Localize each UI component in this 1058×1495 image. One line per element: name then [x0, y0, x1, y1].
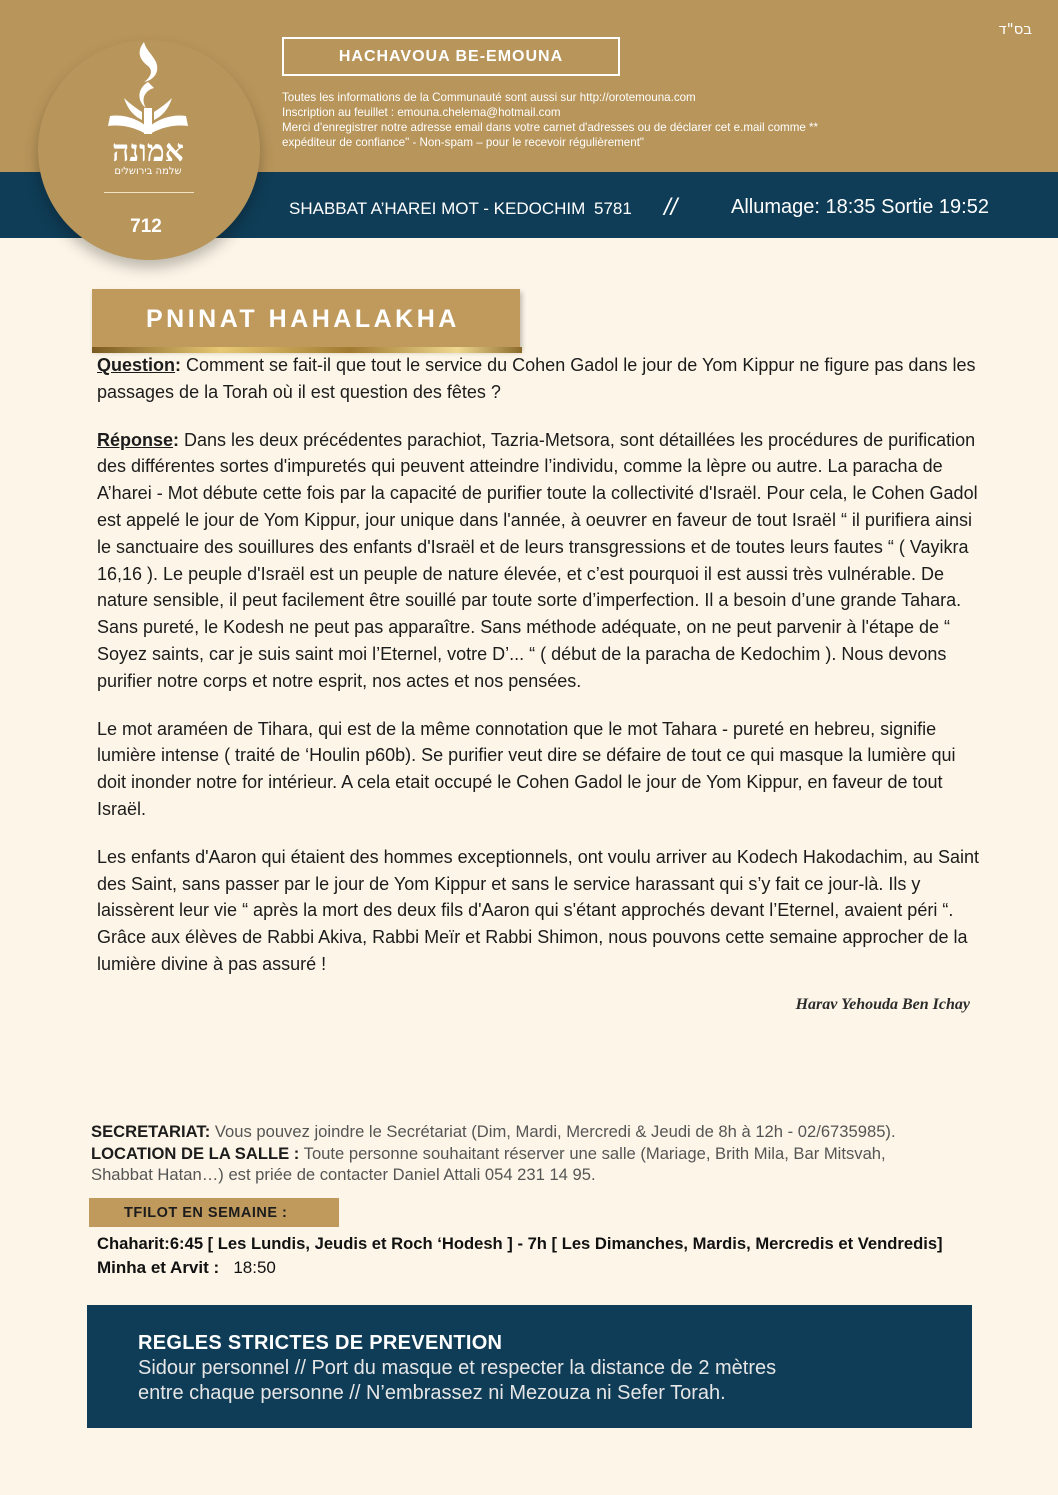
header-separator: //	[664, 194, 678, 221]
question-paragraph: Question: Comment se fait-il que tout le service du Cohen Gadol le jour de Yom Kippur ne figure pas dans les passages de la Torah où il est question des fêtes ?	[97, 355, 976, 402]
answer-paragraph: Réponse: Dans les deux précédentes parachiot, Tazria-Metsora, sont détaillées les procédures de purification des différentes sortes d'impuretés qui peuvent atteindre l’individu, comme la lèpre ou autre. La paracha de A’harei - Mot débute cette fois par la capacité de purifier toute la collectivité d'Israël. Pour cela, le Cohen Gadol est appelé le jour de Yom Kippur, jour unique dans l'année, à oeuvrer en faveur de tout Israël “ il purifiera ainsi le sanctuaire des souillures des enfants d'Israël et de leurs transgressions et de toutes leurs fautes “ ( Vayikra 16,16 ). Le peuple d'Israël est un peuple de nature élevée, et c’est pourquoi il est aussi très vulnérable. De nature sensible, il peut facilement être souillé par toute sorte d’imperfection. Il a besoin d’une grande Tahara. Sans pureté, le Kodesh ne peut pas apparaître. Sans méthode adéquate, on ne peut parvenir à l'étape de “ Soyez saints, car je suis saint moi l’Eternel, votre D’... “ ( début de la paracha de Kedochim ). Nous devons purifier notre corps et notre esprit, nos actes et nos pensées.	[97, 429, 978, 691]
minha-time: 18:50	[233, 1258, 276, 1277]
candle-times: Allumage: 18:35 Sortie 19:52	[731, 196, 989, 218]
shabbat-year: 5781	[594, 199, 632, 218]
section-title: PNINAT HAHALAKHA	[146, 304, 460, 333]
secretariat-text: Vous pouvez joindre le Secrétariat (Dim, Mardi, Mercredi & Jeudi de 8h à 12h - 02/6735985).	[210, 1122, 896, 1141]
paragraph-aaron: Les enfants d'Aaron qui étaient des hommes exceptionnels, ont voulu arriver au Kodech Hakodachim, au Saint des Saint, sans passer par le jour de Yom Kippur et sans le service harassant qui s’y fait ce jour-là. Ils y laissèrent leur vie “ après la mort des deux fils d'Aaron qui s'étant approchés devant l’Eternel, avaient péri “. Grâce aux élèves de Rabbi Akiva, Rabbi Meïr et Rabbi Shimon, nous pouvons cette semaine approcher de la lumière divine à pas assuré !	[97, 846, 979, 974]
bsd-mark: בס"ד	[998, 20, 1032, 38]
info-line-trust-1: Merci d'enregistrer notre adresse email dans votre carnet d'adresses ou de déclarer cet e.mail comme **	[282, 121, 819, 134]
paragraph-tihara: Le mot araméen de Tihara, qui est de la même connotation que le mot Tahara - pureté en hebreu, signifie lumière intense ( traité de ‘Houlin p60b). Se purifier veut dire se défaire de tout ce qui masque la lumière qui doit inonder notre for intérieur. A cela etait occupé le Cohen Gadol le jour de Yom Kippur, en faveur de tout Israël.	[97, 718, 956, 819]
logo-divider	[104, 192, 194, 193]
question-label: Question	[97, 355, 176, 375]
logo-subtitle: שלמה בירושלים	[114, 166, 182, 177]
secretariat-line	[91, 1121, 1031, 1143]
contact-block	[91, 1121, 1031, 1186]
logo-name: אמונה	[112, 134, 184, 169]
location-text: Toute personne souhaitant réserver une salle (Mariage, Brith Mila, Bar Mitsvah,	[299, 1143, 886, 1163]
info-line-website: Toutes les informations de la Communauté sont aussi sur http://orotemouna.com	[282, 91, 696, 104]
location-line	[91, 1143, 1031, 1165]
answer-text: Dans les deux précédentes parachiot, Tazria-Metsora, sont détaillées les procédures de purification des différentes sortes d'impuretés qui peuvent atteindre l’individu, comme la lèpre ou autre. La paracha de A’harei - Mot débute cette fois par la capacité de purifier toute la collectivité d'Israël. Pour cela, le Cohen Gadol est appelé le jour de Yom Kippur, jour unique dans l'année, à oeuvrer en faveur de tout Israël “ il purifiera ainsi le sanctuaire des souillures des enfants d'Israël et de leurs transgressions et de toutes leurs fautes “ ( Vayikra 16,16 ). Le peuple d'Israël est un peuple de nature élevée, et c’est pourquoi il est aussi très vulnérable. De nature sensible, il peut facilement être souillé par toute sorte d’imperfection. Il a besoin d’une grande Tahara. Sans pureté, le Kodesh ne peut pas apparaître. Sans méthode adéquate, on ne peut parvenir à l'étape de “ Soyez saints, car je suis saint moi l’Eternel, votre D’... “ ( début de la paracha de Kedochim ). Nous devons purifier notre corps et notre esprit, nos actes et nos pensées.	[97, 429, 978, 691]
info-line-email: Inscription au feuillet : emouna.chelema@hotmail.com	[282, 106, 561, 119]
tfilot-title: TFILOT EN SEMAINE :	[124, 1204, 288, 1221]
answer-label: Réponse	[97, 429, 174, 450]
rules-line-1: Sidour personnel // Port du masque et respecter la distance de 2 mètres	[138, 1357, 777, 1379]
halakha-article	[97, 352, 987, 999]
question-text: Comment se fait-il que tout le service du Cohen Gadol le jour de Yom Kippur ne figure pas dans les passages de la Torah où il est question des fêtes ?	[97, 355, 976, 402]
bulletin-title: HACHAVOUA BE-EMOUNA	[282, 37, 620, 76]
prevention-rules-box	[87, 1305, 972, 1428]
secretariat-label: SECRETARIAT:	[91, 1122, 211, 1141]
tfilot-title-box	[89, 1198, 339, 1227]
location-label: LOCATION DE LA SALLE :	[91, 1143, 300, 1163]
minha-label: Minha et Arvit :	[97, 1258, 220, 1277]
rules-title: REGLES STRICTES DE PREVENTION	[138, 1332, 503, 1354]
rules-line-2: entre chaque personne // N’embrassez ni Mezouza ni Sefer Torah.	[138, 1382, 726, 1404]
issue-number: 712	[130, 216, 162, 237]
author-signature: Harav Yehouda Ben Ichay	[795, 996, 970, 1013]
chaharit-schedule: Chaharit:6:45 [ Les Lundis, Jeudis et Roch ‘Hodesh ] - 7h [ Les Dimanches, Mardis, Mercredis et Vendredis]	[97, 1234, 943, 1253]
shabbat-name: SHABBAT A’HAREI MOT - KEDOCHIM	[289, 199, 586, 218]
location-line-2: Shabbat Hatan…) est priée de contacter Daniel Attali 054 231 14 95.	[91, 1165, 596, 1184]
info-block	[282, 90, 818, 150]
section-title-box	[92, 289, 520, 349]
minha-schedule	[97, 1258, 276, 1278]
info-line-trust-2: expéditeur de confiance" - Non-spam – pour le recevoir régulièrement"	[282, 136, 645, 149]
